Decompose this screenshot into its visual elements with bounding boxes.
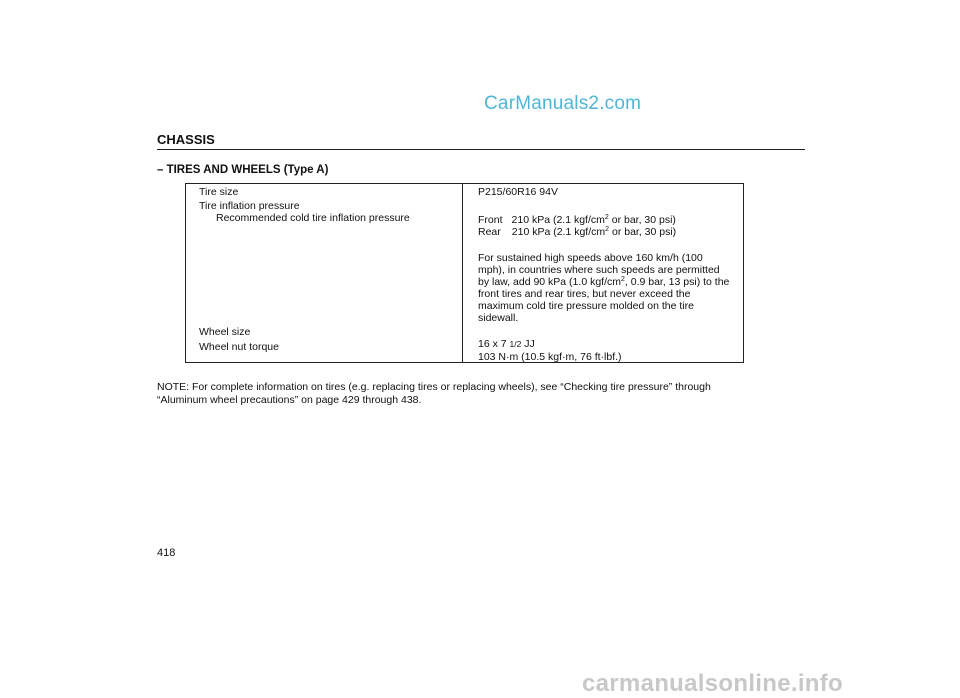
column-divider xyxy=(462,184,463,362)
front-superscript: 2 xyxy=(604,214,609,221)
page-number: 418 xyxy=(157,547,176,559)
wheel-size-suffix: JJ xyxy=(521,338,535,350)
label-tire-inflation-pressure: Tire inflation pressure xyxy=(199,200,300,212)
carmanuals-watermark-top: CarManuals2.com xyxy=(484,93,642,114)
high-speed-line-3-tail: , 0.9 bar, 13 psi) to the xyxy=(624,276,730,288)
high-speed-line-6: sidewall. xyxy=(478,312,519,324)
value-wheel-nut-torque: 103 N·m (10.5 kgf·m, 76 ft·lbf.) xyxy=(478,351,622,363)
note-line-1: NOTE: For complete information on tires (e.g. replacing tires or replacing wheels), see “Checking tire pressure” through xyxy=(157,381,711,393)
front-label: Front xyxy=(478,214,503,226)
high-speed-line-4: front tires and rear tires, but never exceed the xyxy=(478,288,691,300)
subheading: – TIRES AND WHEELS (Type A) xyxy=(157,164,329,176)
high-speed-line-1: For sustained high speeds above 160 km/h (100 xyxy=(478,252,703,264)
high-speed-line-3-text: by law, add 90 kPa (1.0 kgf/cm xyxy=(478,276,621,288)
section-rule xyxy=(157,149,805,150)
rear-value: 210 kPa (2.1 kgf/cm xyxy=(511,226,606,238)
spec-table xyxy=(185,183,744,363)
rear-superscript: 2 xyxy=(605,226,610,233)
note xyxy=(157,381,757,406)
rear-value-tail: or bar, 30 psi) xyxy=(609,226,677,238)
label-tire-size: Tire size xyxy=(199,186,239,198)
label-recommended-cold-pressure: Recommended cold tire inflation pressure xyxy=(216,212,410,224)
front-pressure-row xyxy=(478,214,676,227)
high-speed-line-2: mph), in countries where such speeds are permitted xyxy=(478,264,720,276)
wheel-size-fraction: 1/2 xyxy=(509,339,522,349)
value-tire-size: P215/60R16 94V xyxy=(478,186,558,198)
wheel-size-text: 16 x 7 xyxy=(478,338,510,350)
rear-pressure-row xyxy=(478,226,676,239)
rear-label: Rear xyxy=(478,226,501,238)
carmanualsonline-watermark-bottom: carmanualsonline.info xyxy=(582,670,844,697)
label-wheel-size: Wheel size xyxy=(199,326,251,338)
label-wheel-nut-torque: Wheel nut torque xyxy=(199,341,279,353)
value-wheel-size xyxy=(478,338,535,351)
high-speed-line-3 xyxy=(478,276,729,289)
note-line-2: “Aluminum wheel precautions” on page 429 through 438. xyxy=(157,393,422,406)
high-speed-line-5: maximum cold tire pressure molded on the tire xyxy=(478,300,694,312)
front-value-tail: or bar, 30 psi) xyxy=(608,214,676,226)
high-speed-superscript: 2 xyxy=(621,276,625,283)
section-title: CHASSIS xyxy=(157,132,215,147)
front-value: 210 kPa (2.1 kgf/cm xyxy=(511,214,605,226)
